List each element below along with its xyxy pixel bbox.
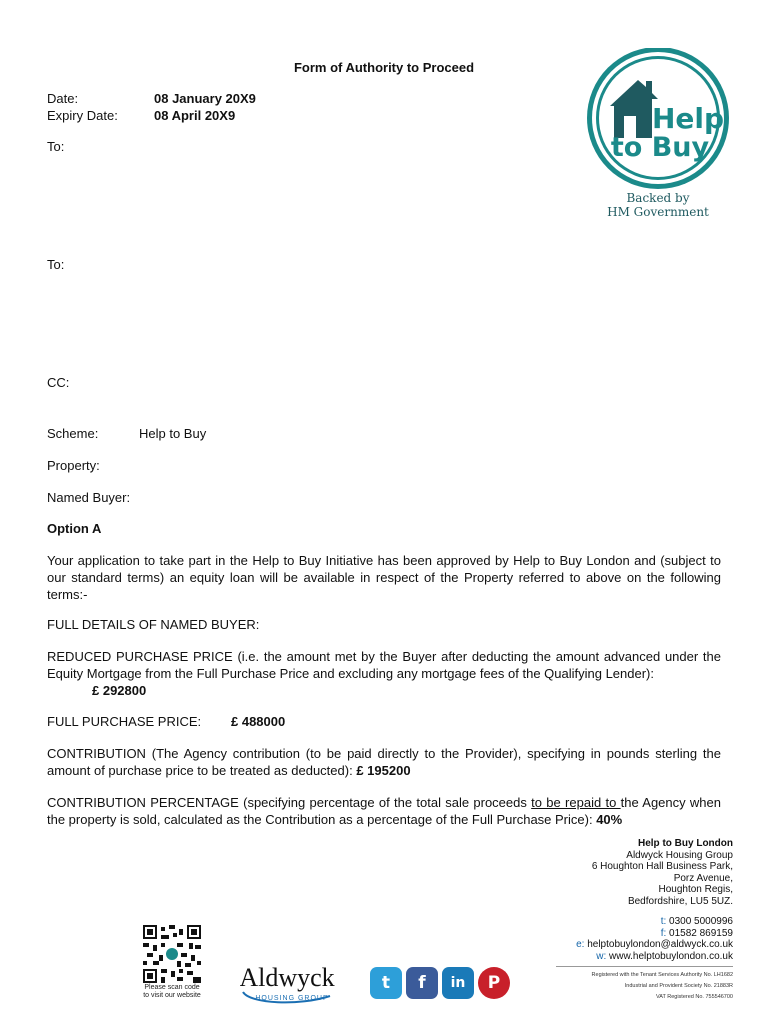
footer-reg-2: Industrial and Provident Society No. 21883R: [624, 983, 733, 989]
document-title: Form of Authority to Proceed: [293, 60, 475, 75]
web-value[interactable]: www.helptobuylondon.co.uk: [609, 951, 733, 962]
to-label-1: To:: [47, 139, 65, 154]
scheme-value: Help to Buy: [139, 426, 207, 441]
property-label: Property:: [47, 458, 100, 473]
scheme-row: [47, 426, 206, 442]
scheme-label: Scheme:: [47, 426, 99, 441]
qr-caption: [126, 984, 218, 1000]
contribution-paragraph: [47, 745, 721, 779]
percentage-text-underlined: to be repaid to: [531, 795, 621, 810]
date-row: [47, 91, 256, 107]
logo-line2: to Buy: [610, 132, 710, 163]
percentage-text-after: the Agency when the property is sold, calculated as the Contribution as a percentage of the Full Purchase Price):: [47, 795, 721, 827]
option-heading: Option A: [47, 521, 102, 536]
named-buyer-label: Named Buyer:: [47, 490, 131, 505]
footer-web[interactable]: [596, 951, 733, 963]
qr-caption-line2: to visit our website: [143, 992, 201, 999]
footer-address-1: Aldwyck Housing Group: [626, 850, 733, 861]
expiry-row: [47, 108, 235, 124]
expiry-label: Expiry Date:: [47, 108, 118, 123]
aldwyck-logo-mark: [240, 958, 335, 1008]
full-details-heading: FULL DETAILS OF NAMED BUYER:: [47, 617, 260, 632]
footer-address-4: Houghton Regis,: [658, 884, 733, 895]
full-price-row: [47, 714, 285, 730]
linkedin-icon[interactable]: in: [442, 967, 474, 999]
email-key: e:: [576, 939, 585, 950]
reduced-price-text: REDUCED PURCHASE PRICE (i.e. the amount met by the Buyer after deducting the amount advanced under the Equity Mortgage from the Full Purchase Price and excluding any mortgage fees of the Qualifying Lender):: [47, 649, 721, 681]
full-price-value: £ 488000: [231, 714, 286, 729]
hm-government-text: HM Government: [607, 205, 709, 219]
aldwyck-subtitle: HOUSING GROUP: [255, 995, 329, 1002]
footer-fax: [661, 928, 733, 940]
logo-line1: Help: [651, 102, 725, 135]
footer-address-2: 6 Houghton Hall Business Park,: [591, 861, 733, 872]
fax-value: 01582 869159: [669, 928, 733, 939]
to-label-2: To:: [47, 257, 65, 272]
percentage-paragraph: [47, 794, 721, 828]
percentage-text-before: CONTRIBUTION PERCENTAGE (specifying percentage of the total sale proceeds: [47, 795, 532, 810]
reduced-price-value: £ 292800: [92, 683, 147, 698]
facebook-icon[interactable]: f: [406, 967, 438, 999]
reduced-price-paragraph: [47, 648, 721, 682]
qr-code[interactable]: [143, 925, 201, 983]
aldwyck-wordmark: Aldwyck: [240, 963, 335, 992]
date-value: 08 January 20X9: [154, 91, 256, 106]
footer-reg-1: Registered with the Tenant Services Authority No. LH1682: [591, 972, 733, 978]
contribution-text: CONTRIBUTION (The Agency contribution (to be paid directly to the Provider), specifying in pounds sterling the amount of purchase price to be treated as deducted):: [47, 746, 721, 778]
help-to-buy-emblem: [580, 48, 736, 190]
email-value[interactable]: helptobuylondon@aldwyck.co.uk: [587, 939, 733, 950]
fax-key: f:: [660, 928, 667, 939]
footer-reg-3: VAT Registered No. 755546700: [655, 994, 733, 1000]
backed-by-text: Backed by: [626, 191, 690, 205]
pinterest-icon[interactable]: P: [478, 967, 510, 999]
contribution-value: £ 195200: [356, 763, 411, 778]
twitter-icon[interactable]: t: [370, 967, 402, 999]
tel-value: 0300 5000996: [669, 916, 733, 927]
aldwyck-logo: [240, 958, 335, 1008]
cc-label: CC:: [47, 375, 70, 390]
footer-address-5: Bedfordshire, LU5 5UZ.: [627, 896, 733, 907]
qr-code-icon: [143, 925, 201, 983]
help-to-buy-logo: [580, 48, 736, 223]
full-price-label: FULL PURCHASE PRICE:: [47, 714, 202, 729]
footer-org: Help to Buy London: [638, 838, 733, 849]
intro-paragraph: Your application to take part in the Help to Buy Initiative has been approved by Help to Buy London and (subject to our standard terms) an equity loan will be available in respect of the Property referred to above on the following terms:-: [47, 553, 721, 602]
date-label: Date:: [47, 91, 79, 106]
expiry-value: 08 April 20X9: [154, 108, 236, 123]
footer-tel: [661, 916, 733, 928]
tel-key: t:: [660, 916, 667, 927]
web-key: w:: [596, 951, 607, 962]
footer-email[interactable]: [576, 939, 733, 951]
qr-caption-line1: Please scan code: [144, 984, 200, 991]
footer-divider: [556, 966, 733, 967]
footer-address-3: Porz Avenue,: [673, 873, 733, 884]
percentage-value: 40%: [596, 812, 623, 827]
